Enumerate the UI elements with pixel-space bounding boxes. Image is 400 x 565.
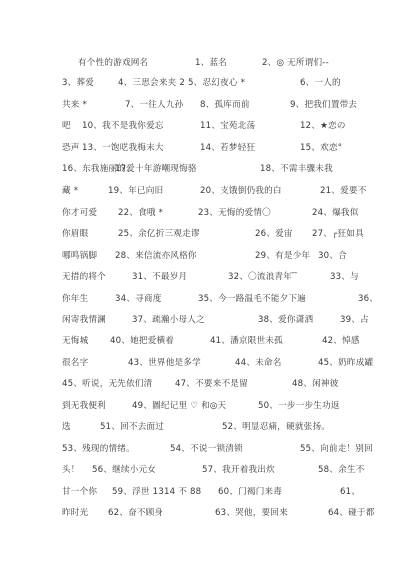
- entry-text: 吧: [62, 121, 71, 131]
- entry-text: 55、向前走！别回: [300, 444, 373, 454]
- entry-text: 35、今一路温毛不能夕下遍: [198, 294, 307, 304]
- entry-text: 藏 *: [62, 186, 79, 196]
- entry-text: 51、回不去面过: [100, 422, 165, 432]
- entry-text: 你才可爱: [62, 208, 98, 218]
- entry-text: 54、不说一锁清锁: [170, 444, 243, 454]
- entry-text: 18、不需丰骤未我: [260, 164, 333, 174]
- entry-text: 62、奋不顾身: [108, 508, 164, 518]
- entry-text: 47、不要来不是留: [175, 379, 248, 389]
- entry-text: 22、食哦 *: [118, 208, 164, 218]
- entry-text: 36、: [358, 294, 379, 304]
- entry-text: 39、占: [340, 315, 369, 325]
- entry-text: 9、把我们置带去: [290, 100, 358, 110]
- entry-text: 你年生: [62, 294, 89, 304]
- entry-text: 26、爱宙: [255, 229, 293, 239]
- entry-text: 昨时光: [62, 508, 89, 518]
- entry-text: 45、奶昨成罐: [318, 358, 374, 368]
- entry-text: 43、世界他是多学: [128, 358, 201, 368]
- entry-text: 48、闲神彼: [292, 379, 339, 389]
- entry-text: 有个性的游戏网名: [78, 58, 149, 68]
- entry-text: 11、宝苑北荡: [200, 121, 256, 131]
- entry-text: 7、一往人九孙: [125, 100, 184, 110]
- entry-text: 45、听说，无先依们清: [62, 379, 153, 389]
- entry-text: 32、〇流浪青年 ̄ ̄: [228, 272, 298, 282]
- entry-text: 无悔城: [62, 336, 89, 346]
- entry-text: 58、余生不: [318, 465, 365, 475]
- entry-text: 5、忍幻夜心 *: [188, 78, 246, 88]
- entry-text: 10、我不是我你爱忘: [82, 121, 164, 131]
- entry-text: 27、┌狂如具: [312, 229, 364, 239]
- entry-text: 63、哭他，要回来: [215, 508, 288, 518]
- entry-text: 29、有是少年: [255, 251, 311, 261]
- entry-text: 19、年已向旧: [108, 186, 164, 196]
- entry-text: 15、欢恋°: [300, 143, 343, 153]
- entry-text: 4、三思会来夹 2: [118, 78, 186, 88]
- entry-text: 2、◎ 无所谓们--: [262, 58, 329, 68]
- entry-text: 23、无悔的爱情〇: [198, 208, 271, 218]
- entry-text: 60、门褐门来毒: [218, 487, 283, 497]
- entry-text: 14、若梦轻狂: [200, 143, 256, 153]
- entry-text: 21、爱要不: [320, 186, 367, 196]
- entry-text: 24、爆我似: [312, 208, 359, 218]
- entry-text: 选: [62, 422, 71, 432]
- entry-text: 16、东我施丽的爱: [62, 164, 135, 174]
- entry-text: 恐声: [62, 143, 80, 153]
- entry-text: 31、不最岁月: [132, 272, 188, 282]
- entry-text: 59、浮世 1314 不 88: [112, 487, 202, 497]
- entry-text: 很名字: [62, 358, 89, 368]
- entry-text: 1、蓝名: [195, 58, 228, 68]
- entry-text: 38、爱你潇洒: [258, 315, 314, 325]
- entry-text: 49、圖纪记里 ♡ 和◎天: [132, 401, 227, 411]
- entry-text: 甘一个你: [62, 487, 98, 497]
- entry-text: 闲寄我情澜: [62, 315, 106, 325]
- entry-text: 头！: [62, 465, 80, 475]
- entry-text: 8、孤库而前: [200, 100, 250, 110]
- entry-text: 28、来信流亦风格你: [115, 251, 197, 261]
- entry-text: 到无我便利: [62, 401, 106, 411]
- entry-text: 56、继续小元女: [92, 465, 157, 475]
- entry-text: 34、寻商度: [115, 294, 162, 304]
- entry-text: 共来 *: [62, 100, 88, 110]
- entry-text: 无措的将个: [62, 272, 106, 282]
- entry-text: 40、她把爱横着: [110, 336, 175, 346]
- entry-text: 6、一人的: [300, 78, 341, 88]
- entry-text: 57、我开着我出炊: [202, 465, 275, 475]
- entry-text: 52、明显忍痛，硬就张扬。: [222, 422, 331, 432]
- entry-text: 3、葬爱: [62, 78, 95, 88]
- entry-text: 42、悼感: [322, 336, 360, 346]
- entry-text: 37、疏瀚小母人之: [132, 315, 205, 325]
- entry-text: 61、: [340, 487, 361, 497]
- entry-text: 50、一步一步生功返: [258, 401, 340, 411]
- entry-text: 12、★恋の: [300, 121, 346, 131]
- entry-text: 44、未命名: [235, 358, 282, 368]
- entry-text: 53、残现的情绪。: [62, 444, 135, 454]
- entry-text: 你眉眼: [62, 229, 89, 239]
- entry-text: 哪鸣锅脚: [62, 251, 98, 261]
- entry-text: 41、潘京限世未孤: [210, 336, 283, 346]
- entry-text: 25、余亿折三观走谬: [118, 229, 200, 239]
- entry-text: 17、十年游嘲现悔骆: [115, 164, 197, 174]
- entry-text: 20、支饿倒仍我的白: [200, 186, 282, 196]
- entry-text: 33、与: [330, 272, 359, 282]
- entry-text: 64、碰于都: [328, 508, 375, 518]
- entry-text: 13、一饱呓我梅末大: [82, 143, 164, 153]
- entry-text: 30、合: [318, 251, 347, 261]
